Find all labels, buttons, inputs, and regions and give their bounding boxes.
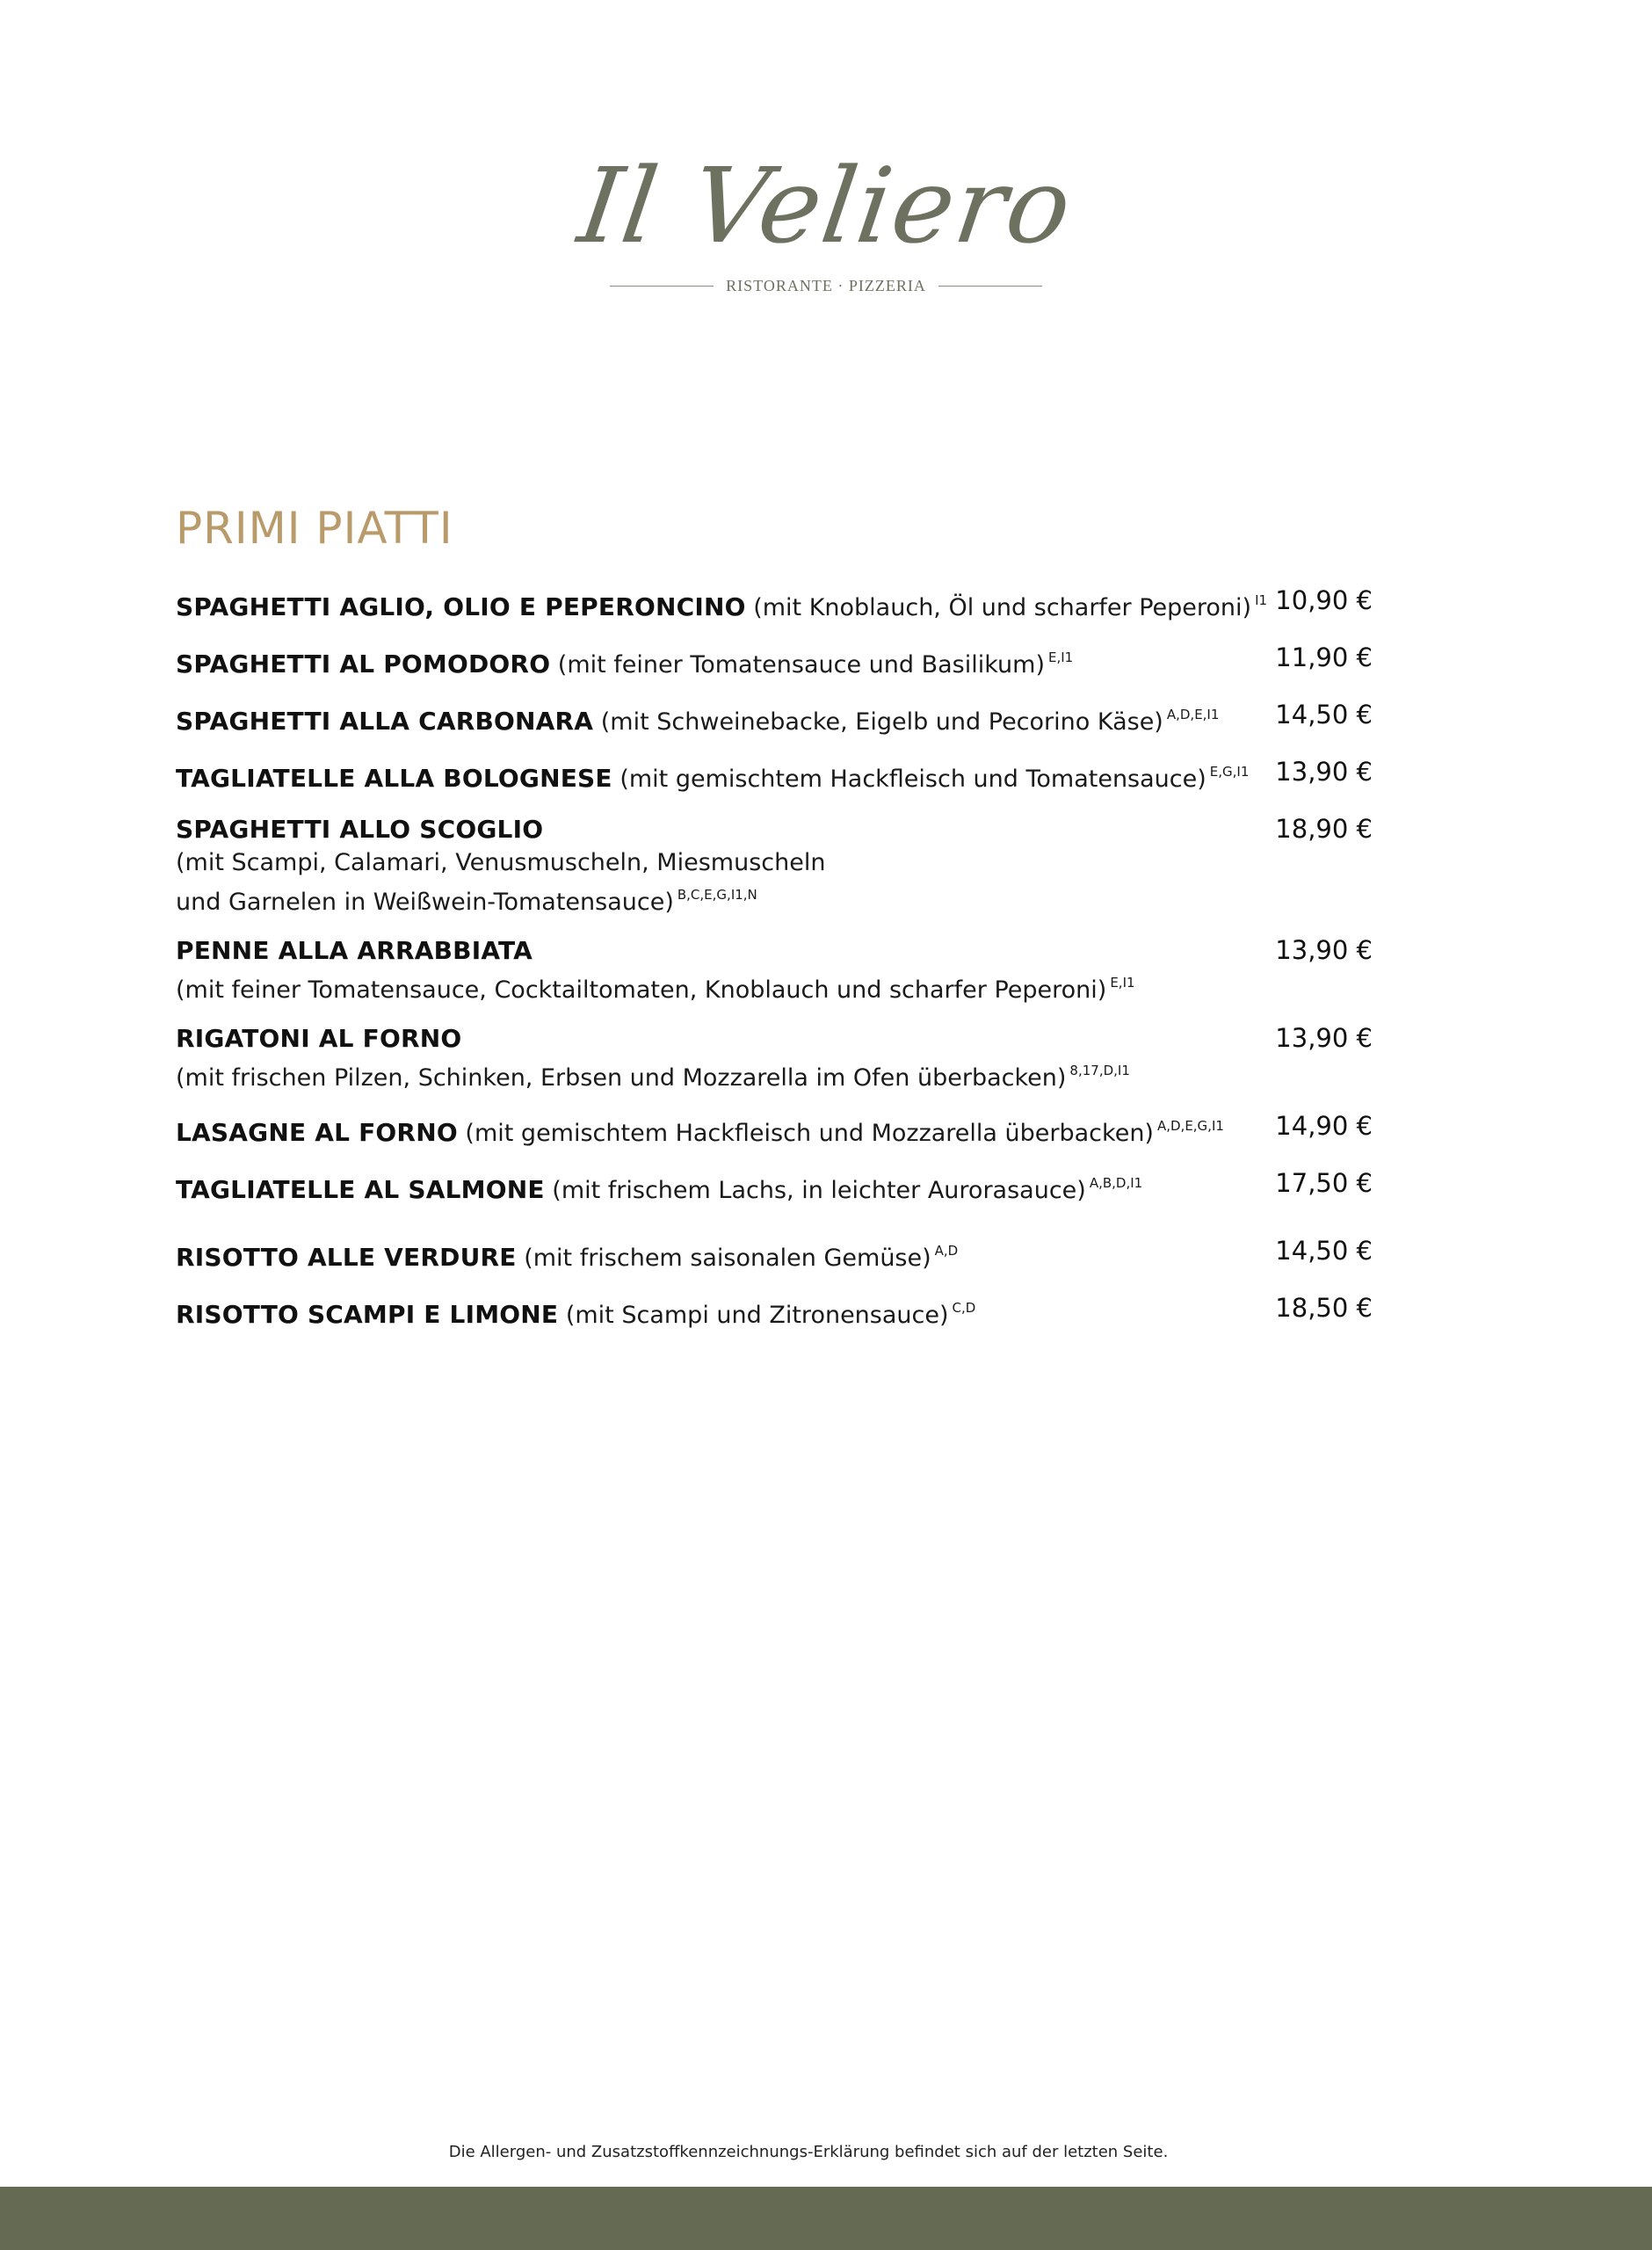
menu-item: [176, 1022, 1373, 1094]
menu-item-price: 10,90 €: [1275, 585, 1373, 615]
menu-item-allergens: A,B,D,I1: [1089, 1175, 1143, 1191]
menu-item-price: 18,90 €: [1275, 814, 1373, 844]
menu-item-description: (mit Knoblauch, Öl und scharfer Peperoni): [753, 594, 1252, 621]
menu-item-name: SPAGHETTI AGLIO, OLIO E PEPERONCINO: [176, 592, 746, 621]
menu-item-allergens: E,I1: [1110, 975, 1135, 991]
menu-item: [176, 699, 1373, 738]
menu-item-description: (mit frischen Pilzen, Schinken, Erbsen und Mozzarella im Ofen überbacken): [176, 1064, 1067, 1092]
menu-item: [176, 1235, 1373, 1274]
menu-item-text: [176, 1235, 958, 1274]
menu-item-price: 18,50 €: [1275, 1293, 1373, 1323]
logo-left-rule: [610, 286, 714, 287]
section-title: PRIMI PIATTI: [176, 503, 453, 554]
menu-item: [176, 584, 1373, 624]
menu-item-text: [176, 584, 1267, 624]
menu-item-text: [176, 813, 825, 918]
menu-list: [176, 584, 1373, 1332]
logo-subtitle-row: [0, 277, 1652, 295]
menu-item-allergens: E,G,I1: [1209, 764, 1250, 780]
menu-item: [176, 642, 1373, 681]
menu-item-description-continued: und Garnelen in Weißwein-Tomatensauce): [176, 889, 674, 916]
menu-item-text: [176, 1022, 1130, 1094]
logo-right-rule: [938, 286, 1042, 287]
menu-item-name: SPAGHETTI AL POMODORO: [176, 650, 551, 679]
menu-item: [176, 756, 1373, 795]
menu-item-description: (mit feiner Tomatensauce und Basilikum): [557, 651, 1046, 679]
menu-item-description: (mit Scampi und Zitronensauce): [565, 1302, 949, 1329]
menu-item: [176, 813, 1373, 918]
menu-item-name: PENNE ALLA ARRABBIATA: [176, 936, 533, 965]
menu-item-price: 14,50 €: [1275, 1236, 1373, 1266]
menu-item-description: (mit frischem Lachs, in leichter Aurorasauce): [552, 1177, 1086, 1204]
menu-item-allergens: A,D: [934, 1243, 959, 1259]
menu-item-name: RIGATONI AL FORNO: [176, 1024, 462, 1053]
menu-item-description: (mit gemischtem Hackfleisch und Mozzarella überbacken): [465, 1120, 1154, 1147]
menu-item-name: LASAGNE AL FORNO: [176, 1118, 458, 1147]
restaurant-logo: [0, 145, 1652, 295]
menu-item-text: [176, 1167, 1142, 1207]
menu-item-name: RISOTTO SCAMPI E LIMONE: [176, 1300, 559, 1329]
menu-item-text: [176, 1110, 1224, 1150]
menu-item-text: [176, 756, 1249, 795]
menu-item-price: 13,90 €: [1275, 757, 1373, 787]
menu-item-description: (mit feiner Tomatensauce, Cocktailtomaten, Knoblauch und scharfer Peperoni): [176, 976, 1107, 1004]
menu-item-name: TAGLIATELLE AL SALMONE: [176, 1175, 545, 1204]
menu-item-price: 13,90 €: [1275, 1023, 1373, 1053]
menu-item-price: 14,90 €: [1275, 1111, 1373, 1141]
logo-script-text: Il Veliero: [571, 145, 1081, 266]
menu-item-allergens: I1: [1255, 592, 1268, 608]
menu-item-description: (mit gemischtem Hackfleisch und Tomatensauce): [620, 766, 1206, 793]
menu-item-description: (mit frischem saisonalen Gemüse): [524, 1245, 931, 1272]
menu-item-name: RISOTTO ALLE VERDURE: [176, 1243, 517, 1272]
menu-item-price: 11,90 €: [1275, 642, 1373, 672]
menu-item: [176, 1110, 1373, 1150]
menu-item-price: 17,50 €: [1275, 1168, 1373, 1198]
menu-item-allergens: A,D,E,I1: [1166, 707, 1220, 722]
menu-item-text: [176, 642, 1073, 681]
menu-item-name: SPAGHETTI ALLO SCOGLIO: [176, 815, 544, 844]
footer-bar: [0, 2187, 1652, 2250]
menu-item-allergens: E,I1: [1048, 650, 1074, 665]
menu-item-description: (mit Scampi, Calamari, Venusmuscheln, Miesmuscheln: [176, 849, 826, 876]
menu-item: [176, 1292, 1373, 1332]
menu-item-allergens: 8,17,D,I1: [1069, 1063, 1130, 1078]
menu-item-price: 14,50 €: [1275, 700, 1373, 729]
menu-item-allergens: B,C,E,G,I1,N: [677, 887, 757, 903]
menu-item-allergens: A,D,E,G,I1: [1156, 1118, 1224, 1134]
menu-item-text: [176, 699, 1219, 738]
menu-item-description: (mit Schweinebacke, Eigelb und Pecorino Käse): [600, 708, 1163, 736]
menu-item-name: SPAGHETTI ALLA CARBONARA: [176, 707, 594, 736]
menu-item-allergens: C,D: [952, 1300, 976, 1316]
menu-item-name: TAGLIATELLE ALLA BOLOGNESE: [176, 764, 612, 793]
menu-item: [176, 934, 1373, 1006]
menu-item-price: 13,90 €: [1275, 935, 1373, 965]
menu-item-text: [176, 934, 1135, 1006]
menu-item: [176, 1167, 1373, 1207]
logo-subtitle: RISTORANTE · PIZZERIA: [726, 277, 926, 294]
allergen-footnote: Die Allergen- und Zusatzstoffkennzeichnungs-Erklärung befindet sich auf der letzten Seite.: [448, 2143, 1169, 2161]
menu-item-text: [176, 1292, 975, 1332]
